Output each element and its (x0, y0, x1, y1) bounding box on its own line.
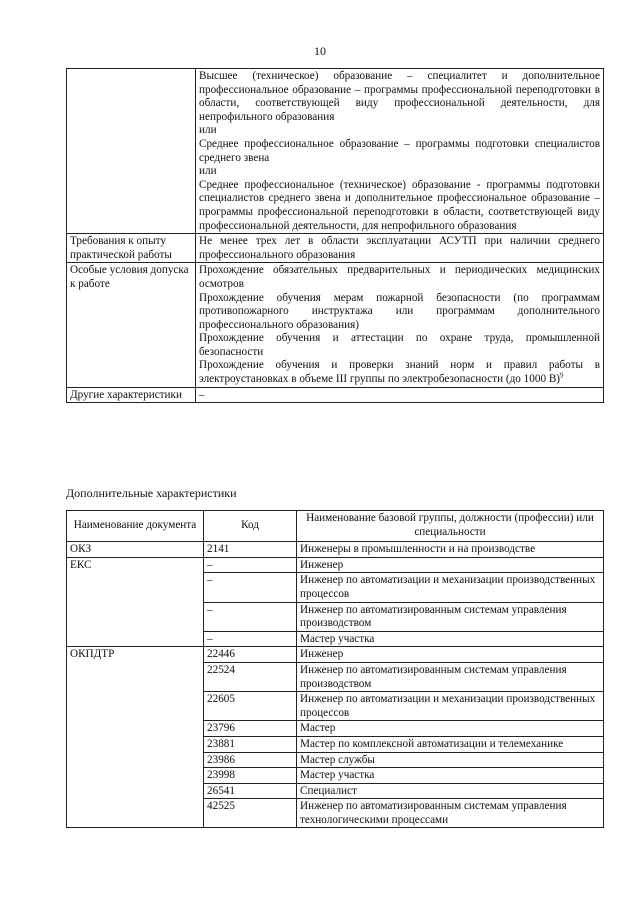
requirement-text: Высшее (техническое) образование – специалитет и дополнительное профессиональное образование – программы профессиональной переподготовки в области, соответствующей виду профессиональной деятельности, для непрофильного образования (199, 70, 600, 123)
occupation-name-cell: Инженер по автоматизации и механизации производственных процессов (297, 692, 604, 721)
requirement-value (196, 234, 604, 263)
occupation-name-cell: Инженер по автоматизации и механизации производственных процессов (297, 573, 604, 602)
occupation-name-cell: Мастер участка (297, 768, 604, 784)
header-document: Наименование документа (67, 511, 204, 542)
requirement-paragraph (199, 332, 600, 359)
requirement-label: Другие характеристики (67, 387, 196, 403)
requirement-paragraph (199, 70, 600, 124)
occupation-name-cell: Мастер (297, 721, 604, 737)
requirement-paragraph (199, 264, 600, 291)
requirement-row (67, 387, 604, 403)
code-cell: 23881 (204, 736, 297, 752)
requirement-paragraph (199, 138, 600, 165)
additional-characteristics-table (66, 510, 604, 828)
code-cell: 23998 (204, 768, 297, 784)
requirement-text: – (199, 388, 205, 401)
code-cell: 22605 (204, 692, 297, 721)
requirement-row (67, 69, 604, 234)
requirement-paragraph (199, 235, 600, 262)
table-row (67, 542, 604, 558)
code-cell: 23796 (204, 721, 297, 737)
code-cell: – (204, 602, 297, 631)
code-cell: – (204, 557, 297, 573)
requirement-text: Прохождение обучения мерам пожарной безопасности (по программам противопожарного инструктажа или программам дополнительного профессионального образования) (199, 291, 600, 331)
occupation-name-cell: Мастер участка (297, 631, 604, 647)
code-cell: – (204, 573, 297, 602)
requirement-label (67, 69, 196, 234)
occupation-name-cell: Мастер службы (297, 752, 604, 768)
requirement-text: Прохождение обучения и аттестации по охране труда, промышленной безопасности (199, 332, 600, 358)
requirement-paragraph (199, 179, 600, 233)
requirement-paragraph (199, 292, 600, 333)
requirement-paragraph (199, 359, 600, 386)
code-cell: 23986 (204, 752, 297, 768)
requirement-row (67, 234, 604, 263)
occupation-name-cell: Инженер по автоматизированным системам управления технологическими процессами (297, 799, 604, 828)
code-cell: 42525 (204, 799, 297, 828)
requirement-paragraph (199, 389, 600, 403)
occupation-name-cell: Инженер (297, 557, 604, 573)
code-cell: 22524 (204, 662, 297, 691)
additional-characteristics-title: Дополнительные характеристики (66, 486, 237, 500)
requirements-table (66, 68, 604, 403)
document-cell: ОКЗ (67, 542, 204, 558)
occupation-name-cell: Мастер по комплексной автоматизации и телемеханике (297, 736, 604, 752)
code-cell: – (204, 631, 297, 647)
requirement-row (67, 263, 604, 387)
requirement-label: Особые условия допуска к работе (67, 263, 196, 387)
requirement-text: Не менее трех лет в области эксплуатации АСУТП при наличии среднего профессионального образования (199, 235, 600, 261)
occupation-name-cell: Инженер по автоматизированным системам управления производством (297, 662, 604, 691)
requirement-value (196, 263, 604, 387)
table-row (67, 647, 604, 663)
requirement-text: Среднее профессиональное образование – программы подготовки специалистов среднего звена (199, 137, 600, 164)
footnote-mark: 9 (560, 371, 564, 380)
requirement-value (196, 387, 604, 403)
requirement-paragraph (199, 165, 600, 179)
requirement-text: Среднее профессиональное (техническое) образование - программы подготовки специалистов среднего звена и дополнительное профессиональное образование – программы профессиональной переподготовки в области, соответствующей виду профессиональной деятельности, для непрофильного образования (199, 178, 600, 232)
occupation-name-cell: Инженер по автоматизированным системам управления производством (297, 602, 604, 631)
code-cell: 22446 (204, 647, 297, 663)
requirement-value (196, 69, 604, 234)
occupation-name-cell: Специалист (297, 783, 604, 799)
document-cell: ЕКС (67, 557, 204, 647)
page-number: 10 (314, 44, 326, 58)
header-name: Наименование базовой группы, должности (профессии) или специальности (297, 511, 604, 542)
requirement-text: или (199, 165, 217, 178)
document-cell: ОКПДТР (67, 647, 204, 828)
occupation-name-cell: Инженер (297, 647, 604, 663)
code-cell: 2141 (204, 542, 297, 558)
requirement-text: Прохождение обучения и проверки знаний норм и правил работы в электроустановках в объеме III группы по электробезопасности (до 1000 В) (199, 359, 600, 386)
requirement-text: Прохождение обязательных предварительных и периодических медицинских осмотров (199, 264, 600, 290)
code-cell: 26541 (204, 783, 297, 799)
occupation-name-cell: Инженеры в промышленности и на производстве (297, 542, 604, 558)
header-code: Код (204, 511, 297, 542)
requirement-paragraph (199, 124, 600, 138)
requirement-label: Требования к опыту практической работы (67, 234, 196, 263)
requirement-text: или (199, 124, 217, 137)
header-row (67, 511, 604, 542)
table-row (67, 557, 604, 573)
